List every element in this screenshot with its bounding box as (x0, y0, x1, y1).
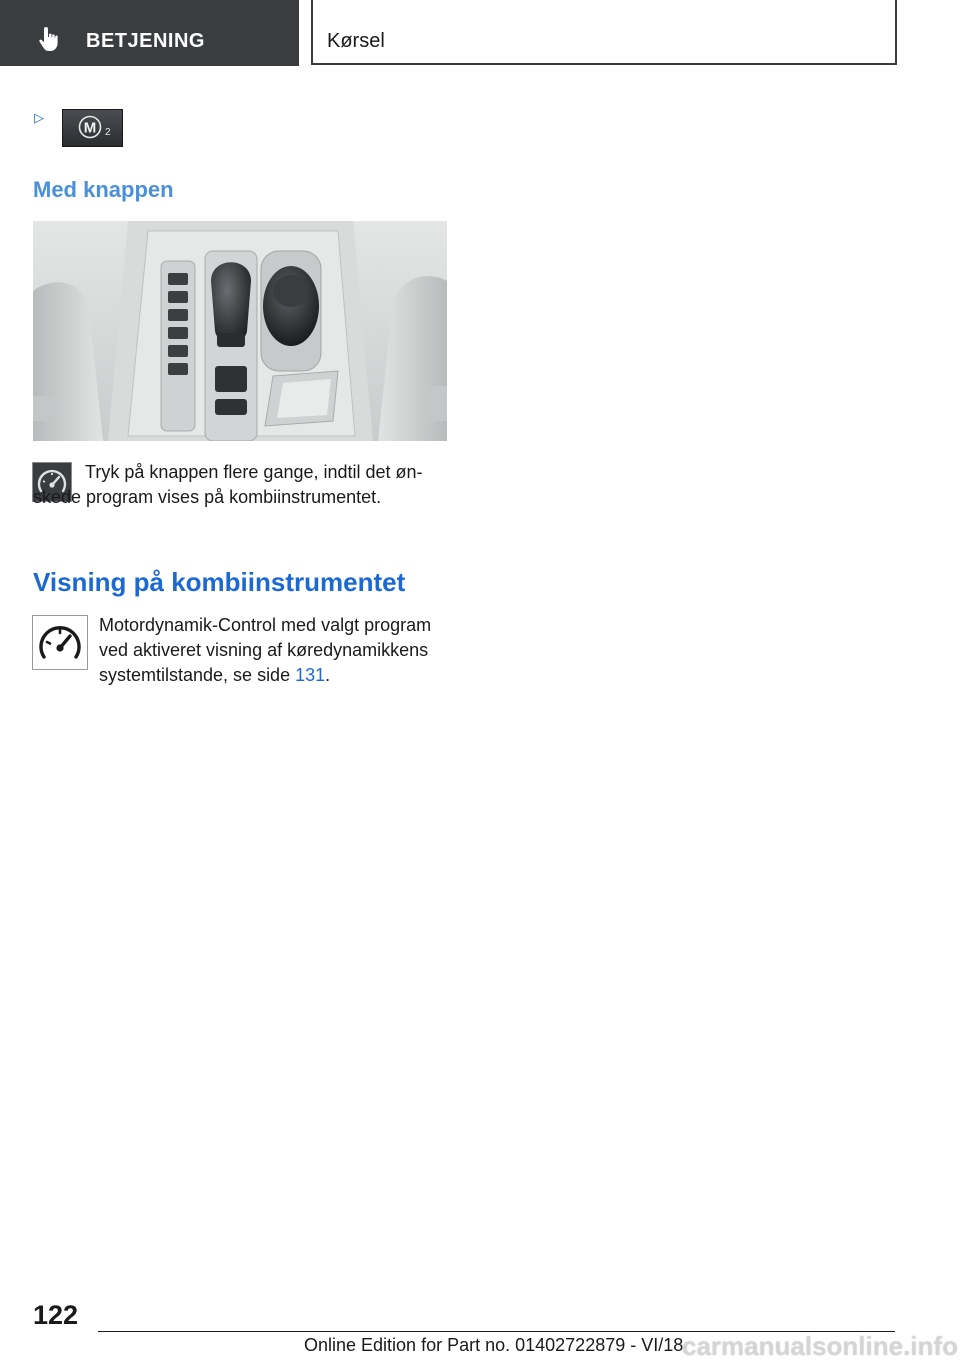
speedometer-icon (32, 615, 88, 670)
section-heading-visning: Visning på kombiinstrumentet (33, 567, 406, 597)
section-label: BETJENING (86, 30, 205, 52)
display-description-text (99, 613, 447, 688)
list-marker: ▷ (34, 110, 44, 125)
chapter-header (311, 0, 897, 65)
m2-button-icon (62, 109, 123, 147)
center-console-illustration (33, 221, 447, 441)
page-number: 122 (33, 1300, 79, 1330)
chapter-title: Kørsel (327, 30, 385, 52)
section-header (0, 0, 299, 66)
section-heading-med-knappen: Med knappen (33, 177, 174, 202)
display-description-end: . (325, 665, 331, 685)
m2-label: M (83, 119, 97, 137)
m2-subscript: 2 (105, 127, 111, 138)
display-description-body: Motordynamik-Control med valgt program ved aktiveret visning af køredynamikkens systemtilstande, se side (99, 615, 432, 685)
footer-edition-text: Online Edition for Part no. 01402722879 - VI/18 (304, 1335, 684, 1355)
instruction-text: Tryk på knappen flere gange, indtil det ønskede program vises på kombiinstrumentet. (33, 462, 423, 507)
hand-pointer-icon (38, 26, 62, 52)
watermark: carmanualsonline.info (682, 1331, 958, 1361)
page-reference-link[interactable]: 131 (295, 665, 326, 685)
